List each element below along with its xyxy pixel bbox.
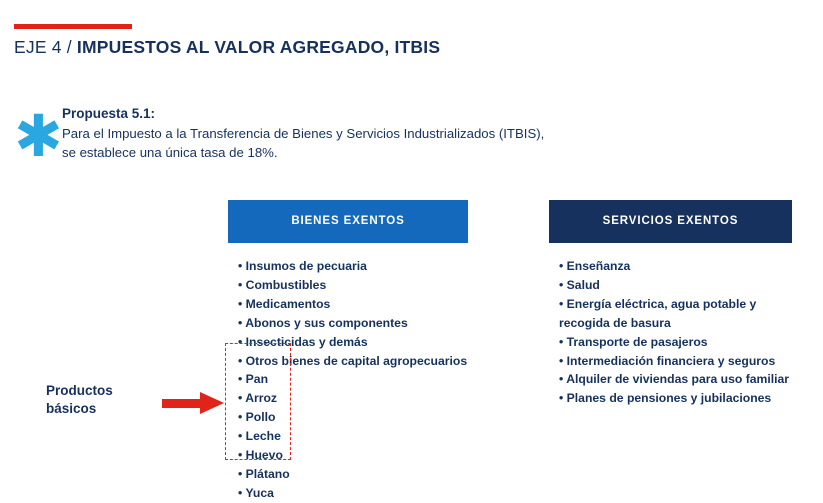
list-item: • Pan [238, 370, 468, 389]
proposal-label: Propuesta 5.1: [62, 106, 156, 121]
list-item: • Otros bienes de capital agropecuarios [238, 352, 468, 371]
list-item: • Insumos de pecuaria [238, 257, 468, 276]
list-item: • Pollo [238, 408, 468, 427]
list-item: • Yuca [238, 484, 468, 503]
basic-products-label-line-2: básicos [46, 401, 97, 417]
list-item: • Huevo [238, 446, 468, 465]
basic-products-label [46, 382, 156, 418]
list-item: • Plátano [238, 465, 468, 484]
list-item: • Arroz [238, 389, 468, 408]
proposal-line-2: se establece una única tasa de 18%. [62, 145, 278, 161]
page-title-main: IMPUESTOS AL VALOR AGREGADO, ITBIS [76, 37, 441, 57]
page-title [14, 37, 440, 58]
list-item: • Transporte de pasajeros [559, 333, 792, 352]
list-item: • Enseñanza [559, 257, 792, 276]
list-item: • Combustibles [238, 276, 468, 295]
proposal-line-1: Para el Impuesto a la Transferencia de Bienes y Servicios Industrializados (ITBIS), [62, 126, 545, 141]
list-item: • Salud [559, 276, 792, 295]
arrow-shaft [162, 399, 202, 408]
proposal-text [62, 106, 642, 162]
column-header-bienes: BIENES EXENTOS [228, 200, 468, 243]
basic-products-label-line-1: Productos [46, 383, 113, 398]
list-bienes-exentos [228, 243, 468, 503]
list-servicios-exentos [549, 243, 792, 408]
asterisk-icon: ✱ [14, 102, 63, 170]
list-item: • Intermediación financiera y seguros [559, 352, 792, 371]
list-item: • Leche [238, 427, 468, 446]
column-header-servicios: SERVICIOS EXENTOS [549, 200, 792, 243]
list-item: • Energía eléctrica, agua potable y recogida de basura [559, 295, 792, 333]
page-title-prefix: EJE 4 / [14, 37, 77, 57]
column-bienes-exentos [228, 200, 468, 503]
header-accent-rule [14, 24, 132, 29]
list-item: • Planes de pensiones y jubilaciones [559, 389, 792, 408]
list-item: • Abonos y sus componentes [238, 314, 468, 333]
arrow-right-icon [162, 392, 224, 414]
arrow-head [200, 392, 224, 414]
list-item: • Alquiler de viviendas para uso familiar [559, 370, 792, 389]
list-item: • Medicamentos [238, 295, 468, 314]
list-item: • Insecticidas y demás [238, 333, 468, 352]
column-servicios-exentos [549, 200, 792, 408]
